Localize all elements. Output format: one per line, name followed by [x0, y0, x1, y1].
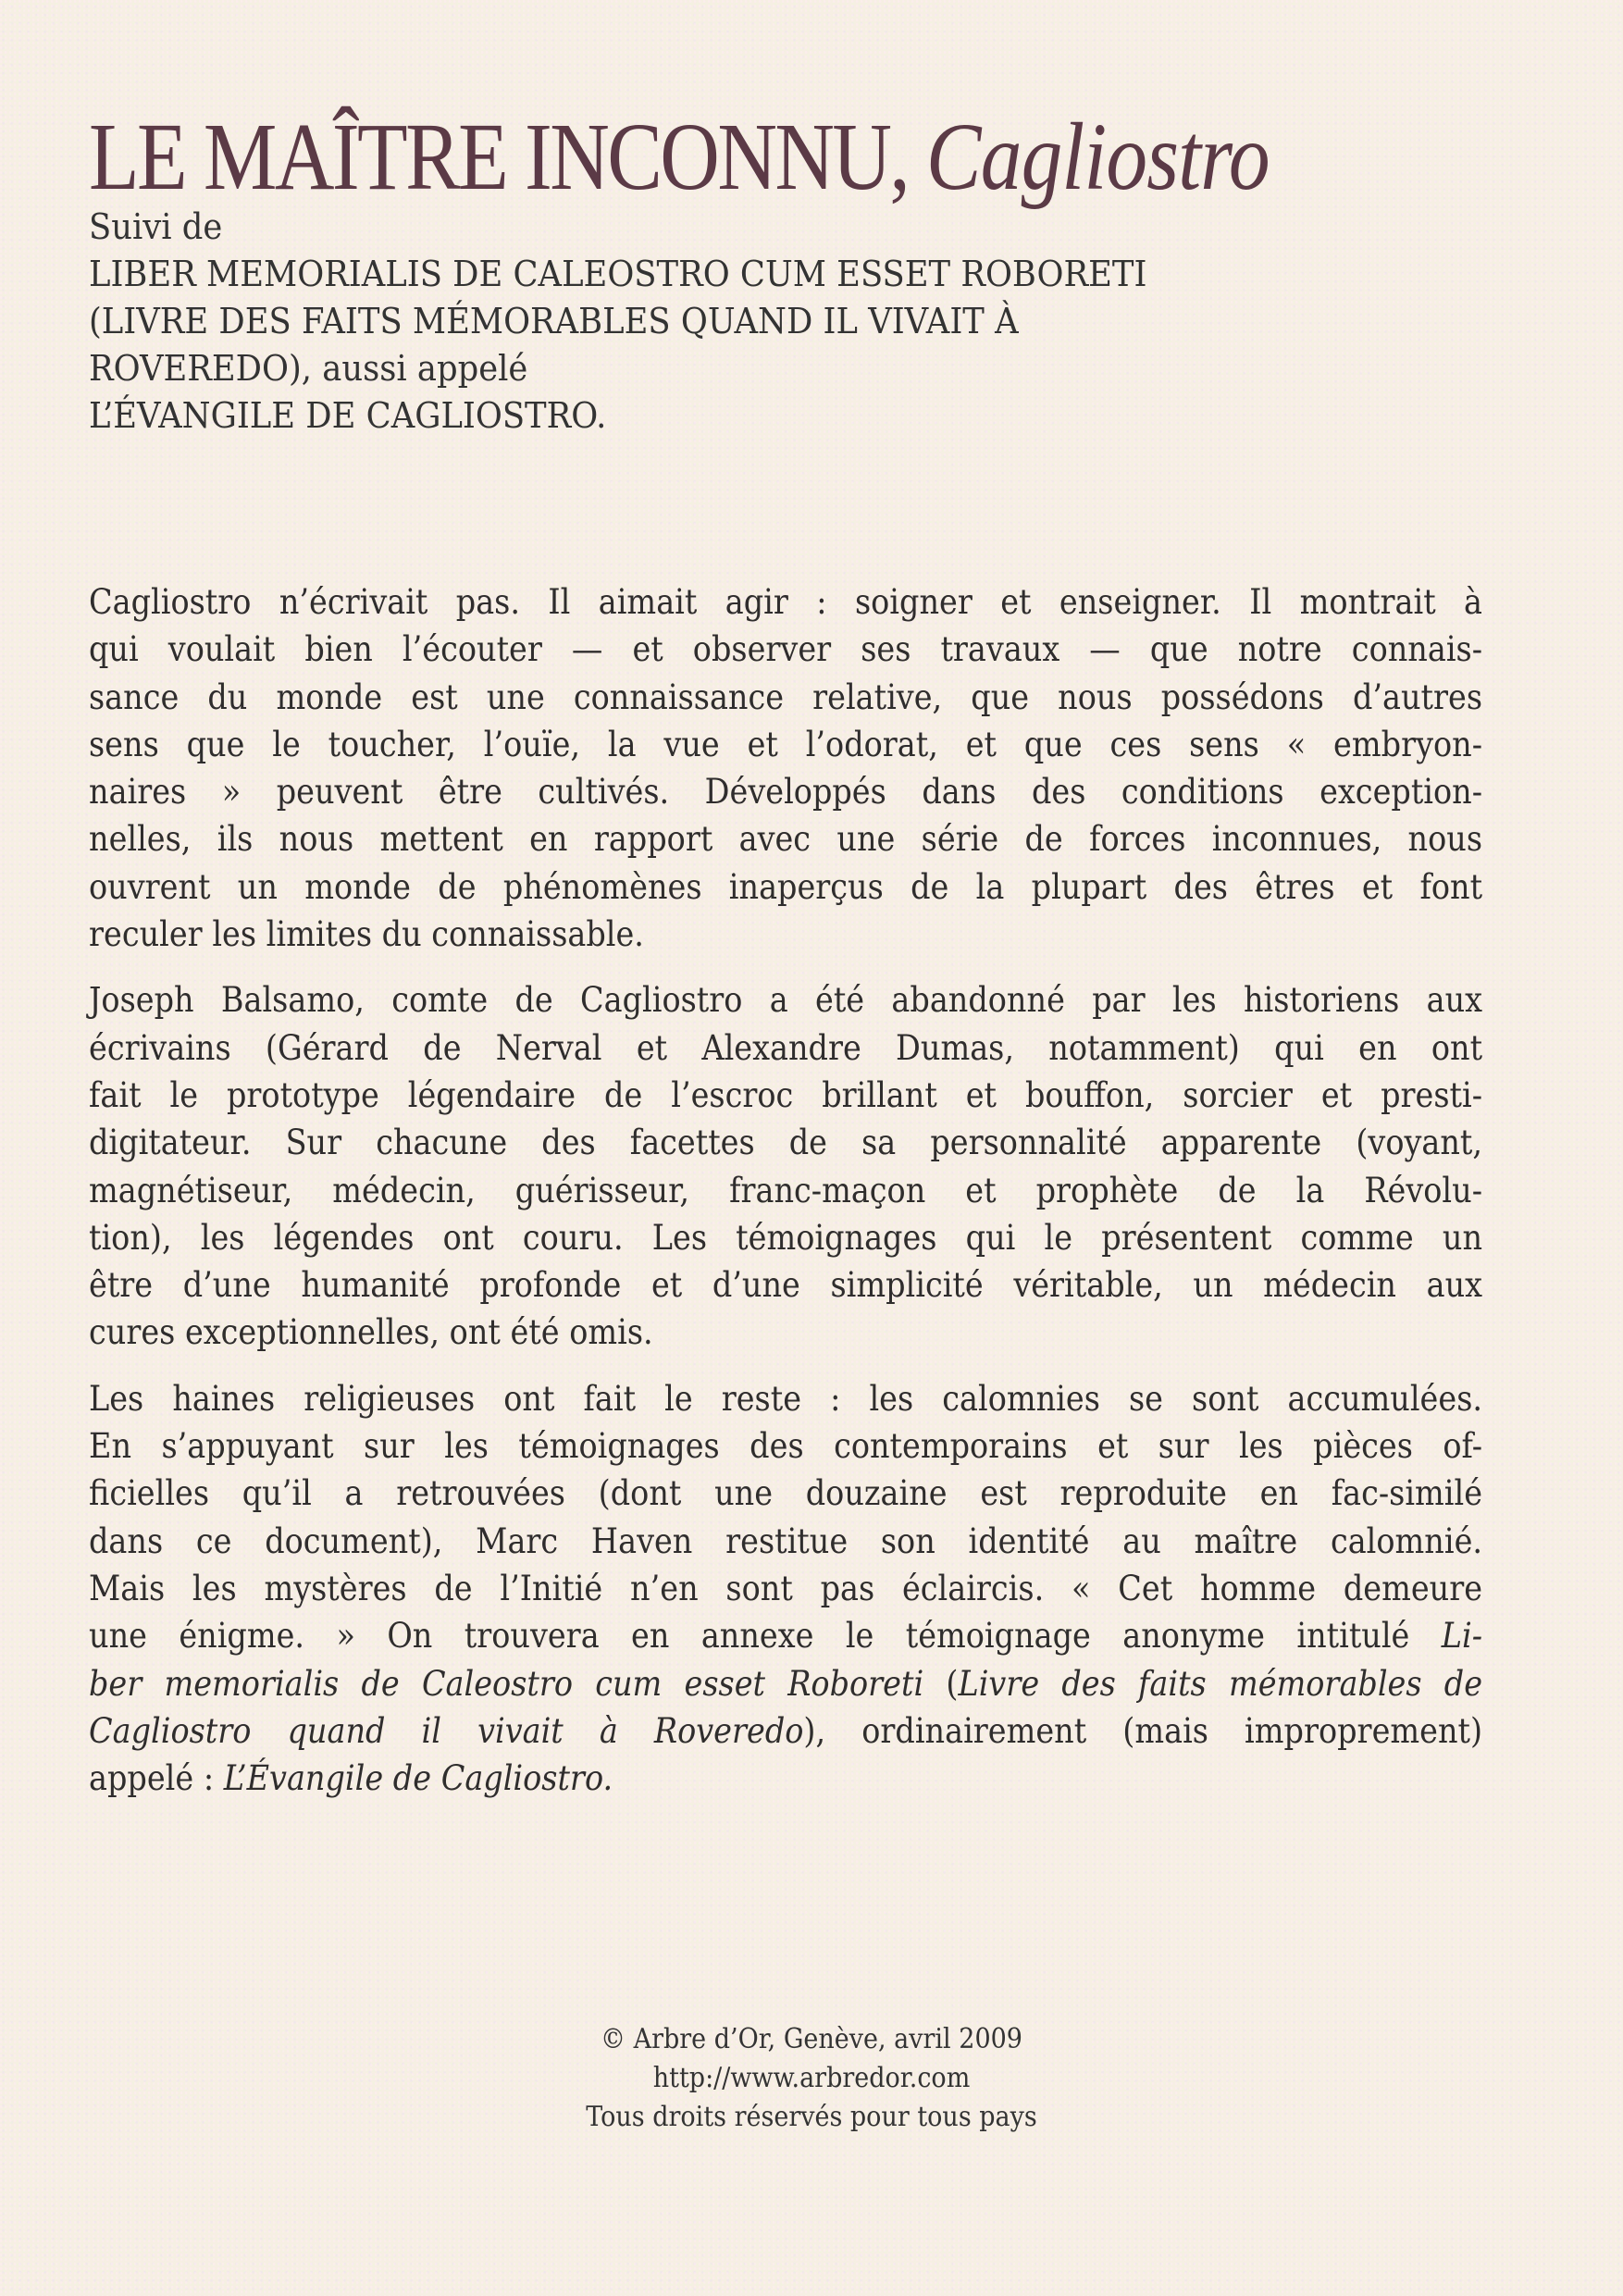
text-line: cures exceptionnelles, ont été omis. [89, 1312, 653, 1353]
text-line: qui voulait bien l’écouter — et observer ses travaux — que notre connais- [89, 629, 1483, 670]
italic-title-segment: ber memorialis de Caleostro cum esset Roboreti [89, 1663, 924, 1704]
text-line: Cagliostro n’écrivait pas. Il aimait agir : soigner et enseigner. Il montrait à [89, 582, 1483, 622]
text-segment: ), ordinairement (mais improprement) [803, 1710, 1483, 1751]
paragraph-1 [89, 578, 1482, 958]
text-segment: une énigme. » On trouvera en annexe le témoignage anonyme intitulé [89, 1616, 1442, 1657]
text-line: naires » peuvent être cultivés. Développés dans des conditions exception- [89, 772, 1483, 813]
text-line: En s’appuyant sur les témoignages des contemporains et sur les pièces of- [89, 1426, 1483, 1467]
italic-title-segment: Livre des faits mémorables de [958, 1663, 1483, 1704]
text-line: Mais les mystères de l’Initié n’en sont pas éclaircis. « Cet homme demeure [89, 1568, 1483, 1608]
text-line: tion), les légendes ont couru. Les témoignages qui le présentent comme un [89, 1217, 1483, 1258]
italic-title-segment: Li- [1441, 1616, 1483, 1657]
text-line [89, 1707, 1482, 1755]
text-line: sens que le toucher, l’ouïe, la vue et l’odorat, et que ces sens « embryon- [89, 724, 1483, 764]
subtitle-block [89, 204, 1483, 440]
colophon [0, 2020, 1623, 2137]
paragraph-3 [89, 1375, 1482, 1803]
title-main: LE MAÎTRE INCONNU, [89, 104, 926, 210]
copyright-text: © Arbre d’Or, Genève, avril 2009 [601, 2023, 1022, 2055]
text-line [89, 1755, 1482, 1802]
text-segment: ( [923, 1663, 959, 1704]
subtitle-line: Suivi de [89, 206, 223, 247]
text-line: être d’une humanité profonde et d’une simplicité véritable, un médecin aux [89, 1265, 1483, 1306]
subtitle-line: ROVEREDO), aussi appelé [89, 348, 528, 389]
text-line: Joseph Balsamo, comte de Cagliostro a été abandonné par les historiens aux [89, 980, 1483, 1021]
text-line [89, 1612, 1482, 1659]
rights-text: Tous droits réservés pour tous pays [586, 2101, 1037, 2133]
text-line: magnétiseur, médecin, guérisseur, franc-maçon et prophète de la Révolu- [89, 1170, 1483, 1210]
italic-title-segment: Cagliostro quand il vivait à Roveredo [89, 1710, 804, 1751]
paragraph-2 [89, 976, 1482, 1356]
text-line: fait le prototype légendaire de l’escroc brillant et bouffon, sorcier et presti- [89, 1074, 1483, 1115]
body-text [89, 578, 1482, 1820]
text-line [89, 1660, 1482, 1707]
page-title [89, 104, 1270, 210]
text-line: sance du monde est une connaissance relative, que nous possédons d’autres [89, 676, 1483, 717]
title-italic: Cagliostro [925, 104, 1270, 210]
text-line: reculer les limites du connaissable. [89, 914, 644, 955]
text-line: digitateur. Sur chacune des facettes de sa personnalité apparente (voyant, [89, 1123, 1483, 1163]
publisher-url[interactable]: http://www.arbredor.com [652, 2062, 971, 2094]
subtitle-line: LIBER MEMORIALIS DE CALEOSTRO CUM ESSET ROBORETI [89, 254, 1147, 294]
text-segment: appelé : [89, 1758, 224, 1799]
subtitle-line: (LIVRE DES FAITS MÉMORABLES QUAND IL VIVAIT À [89, 301, 1019, 341]
text-line: nelles, ils nous mettent en rapport avec une série de forces inconnues, nous [89, 819, 1483, 860]
text-line: ficielles qu’il a retrouvées (dont une douzaine est reproduite en fac-similé [89, 1473, 1483, 1514]
italic-title-segment: L’Évangile de Cagliostro. [223, 1758, 613, 1799]
text-line: ouvrent un monde de phénomènes inaperçus de la plupart des êtres et font [89, 866, 1483, 907]
subtitle-line: L’ÉVANGILE DE CAGLIOSTRO. [89, 395, 607, 436]
text-line: écrivains (Gérard de Nerval et Alexandre Dumas, notamment) qui en ont [89, 1027, 1483, 1068]
text-line: dans ce document), Marc Haven restitue son identité au maître calomnié. [89, 1520, 1483, 1561]
text-line: Les haines religieuses ont fait le reste : les calomnies se sont accumulées. [89, 1378, 1483, 1419]
